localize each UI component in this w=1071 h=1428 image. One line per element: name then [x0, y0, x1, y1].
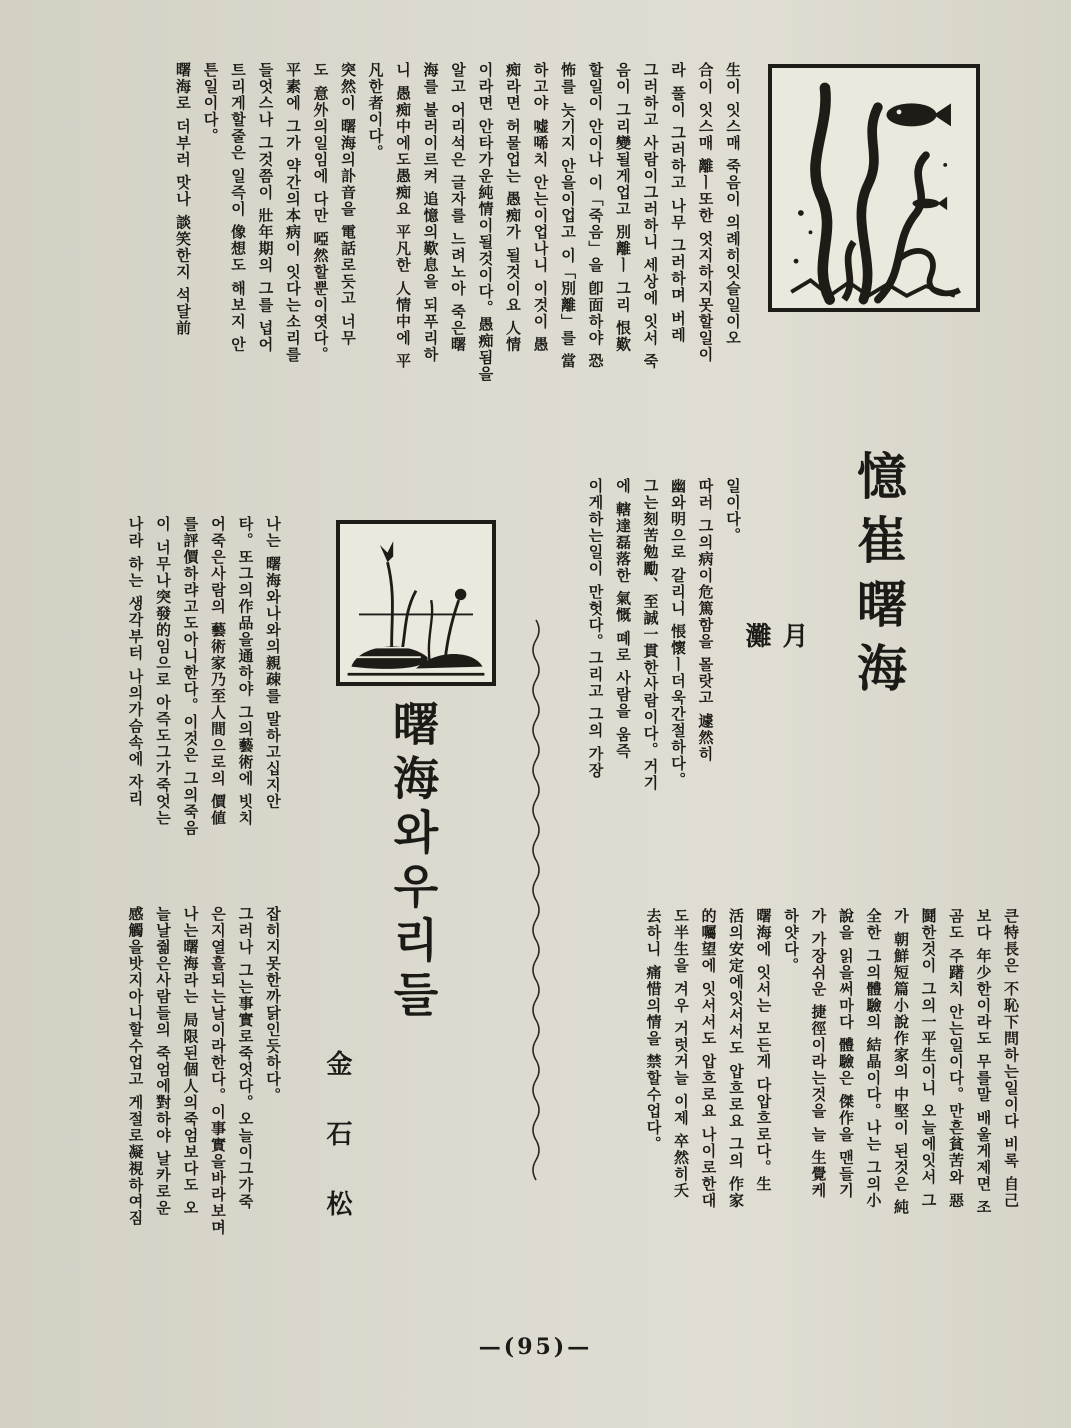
text-column: 이라면 안타가운純情이될것이다。愚痴됨을 — [476, 62, 495, 383]
text-column: 보다 年少한이라도 무를말 배울게제면 조 — [974, 908, 993, 1216]
text-column: 트리게할줄은 일즉이 像想도 해보지 안 — [229, 62, 247, 353]
article-1-title: 憶崔曙海 — [849, 450, 908, 706]
text-column: 그는刻苦勉勵、至誠一貫한사람이다。거기 — [641, 478, 660, 792]
text-column: 感觸을밧지아니할수업고 게절로凝視하여짐 — [126, 906, 145, 1227]
text-column: 일이다。 — [724, 478, 742, 544]
text-column: 를評價하랴고도아니한다。이것은 그의죽음 — [181, 516, 200, 837]
article-1-top-block — [90, 62, 746, 470]
text-column: 突然이 曙海의訃音을 電話로듯고 너무 — [339, 62, 357, 347]
text-column: 海를 불러이르켜 追憶의歎息을 되푸리하 — [421, 62, 440, 363]
wavy-divider — [528, 620, 544, 1180]
text-column: 니 愚痴中에도愚痴요 平凡한 人情中에 平 — [394, 62, 412, 370]
text-column: 나라 하는 생각부터 나의가슴속에 자리 — [126, 516, 145, 807]
text-column: 음이 그리變될게업고 別離ㅣ 그리 恨歎 — [614, 62, 632, 353]
text-column: 曙海로 더부러 맛나 談笑한지 석달前 — [174, 62, 192, 337]
text-column: 凡한者이다。 — [366, 62, 385, 161]
text-column: 說을 읽을써마다 體驗은 傑作을 맨들기 — [837, 908, 855, 1199]
article-2-title: 曙海와우리들 — [386, 700, 440, 1024]
text-column: 어죽은사람의 藝術家乃至人間으로의 價値 — [209, 516, 227, 827]
text-column: 하고야 嘘唏치 안는이업나니 이것이 愚 — [531, 62, 550, 353]
article-1-bottom-block — [584, 908, 1024, 1328]
text-column: 合이 잇스매 離ㅣ또한 엇지하지못할일이 — [696, 62, 715, 363]
page-number: —(95)— — [478, 1334, 593, 1360]
text-column: 큰特長은 不恥下問하는일이다 비록 自己 — [1002, 908, 1020, 1209]
text-column: 타。또그의作品을通하야 그의藝術에 빗치 — [236, 516, 255, 827]
text-column: 에 轄達磊落한 氣慨 뗴로 사람을 움즉 — [614, 478, 632, 760]
text-column: 알고 어리석은 글자를 느려노아 죽은曙 — [449, 62, 467, 353]
article-1-author: 月灘 — [741, 622, 808, 778]
text-column: 全한 그의體驗의 結晶이다。나는 그의小 — [864, 908, 883, 1209]
text-column: 도 意外의일임에 다만 啞然할뿐이엿다。 — [311, 62, 330, 363]
text-column: 은지열흘되는날이라한다。이事實을바라보며 — [209, 906, 227, 1236]
text-column: 할일이 안이나 이「죽음」을 卽面하야 恐 — [586, 62, 605, 370]
text-column: 鬪한것이 그의一平生이니 오늘에잇서 그 — [919, 908, 938, 1209]
text-column: 나는 曙海와나와의親疎를 말하고십지안 — [264, 516, 282, 810]
text-column: 들엇스나 그것쯤이 壯年期의 그를 넙어 — [256, 62, 275, 353]
text-column: 곰도 주躇치 안는일이다。만흔貧苦와 惡 — [947, 908, 965, 1209]
text-column: 튼일이다。 — [201, 62, 220, 145]
text-column: 生이 잇스매 죽음이 의례히잇슬일이오 — [724, 62, 742, 347]
iris-rocks-woodcut-icon — [336, 520, 496, 686]
text-column: 去하니 痛惜의情을 禁할수업다。 — [644, 908, 663, 1153]
article-1-middle-block — [556, 478, 746, 898]
text-column: 하얏다。 — [782, 908, 800, 974]
text-column: 痴라면 허물업는 愚痴가 될것이요 人情 — [504, 62, 522, 353]
text-column: 그러하고 사람이그러하니 세상에 잇서 죽 — [641, 62, 660, 370]
text-column: 活의安定에잇서서도 압흐로요 그의 作家 — [727, 908, 745, 1209]
text-column: 그러나 그는事實로죽엇다。오늘이그가죽 — [236, 906, 255, 1210]
text-column: 따러 그의病이危篤함을 몰랏고 遽然히 — [696, 478, 715, 763]
text-column: 나는曙海라는 局限된個人의죽엄보다도 오 — [181, 906, 200, 1217]
text-column: 가 가장쉬운 捷徑이라는것을 늘 生覺케 — [809, 908, 828, 1199]
text-column: 가 朝鮮短篇小說作家의 中堅이 된것은 純 — [892, 908, 910, 1216]
article-2-top-block — [90, 516, 286, 896]
text-column: 도半生을 겨우 거럿거늘 이제 卒然히夭 — [672, 908, 690, 1199]
text-column: 怖를 늣기지 안을이업고 이「別離」를 當 — [559, 62, 577, 370]
text-column: 平素에 그가 약간의本病이 잇다는소리를 — [284, 62, 302, 363]
article-2-author: 金石松 — [322, 1050, 352, 1260]
text-column: 이 너무나突發的임으로 아즉도그가죽엇는 — [154, 516, 172, 827]
seaweed-fish-woodcut-icon — [768, 64, 980, 312]
text-column: 的囑望에 잇서서도 압흐로요 나이로한대 — [699, 908, 718, 1209]
text-column: 잡히지못한까닭인듯하다。 — [264, 906, 282, 1104]
text-column: 이게하는일이 만헛다。그리고 그의 가장 — [586, 478, 605, 779]
text-column: 曙海에 잇서는 모든게 다압흐로다。生 — [754, 908, 773, 1193]
text-column: 幽와明으로 갈리니 悵懷ㅣ더욱간절하다。 — [669, 478, 687, 789]
article-2-bottom-block — [90, 906, 286, 1324]
text-column: 늘날줢은사람들의 죽엄에對하야 날카로운 — [154, 906, 172, 1217]
text-column: 라 풀이 그러하고 나무 그러하며 버레 — [669, 62, 687, 344]
